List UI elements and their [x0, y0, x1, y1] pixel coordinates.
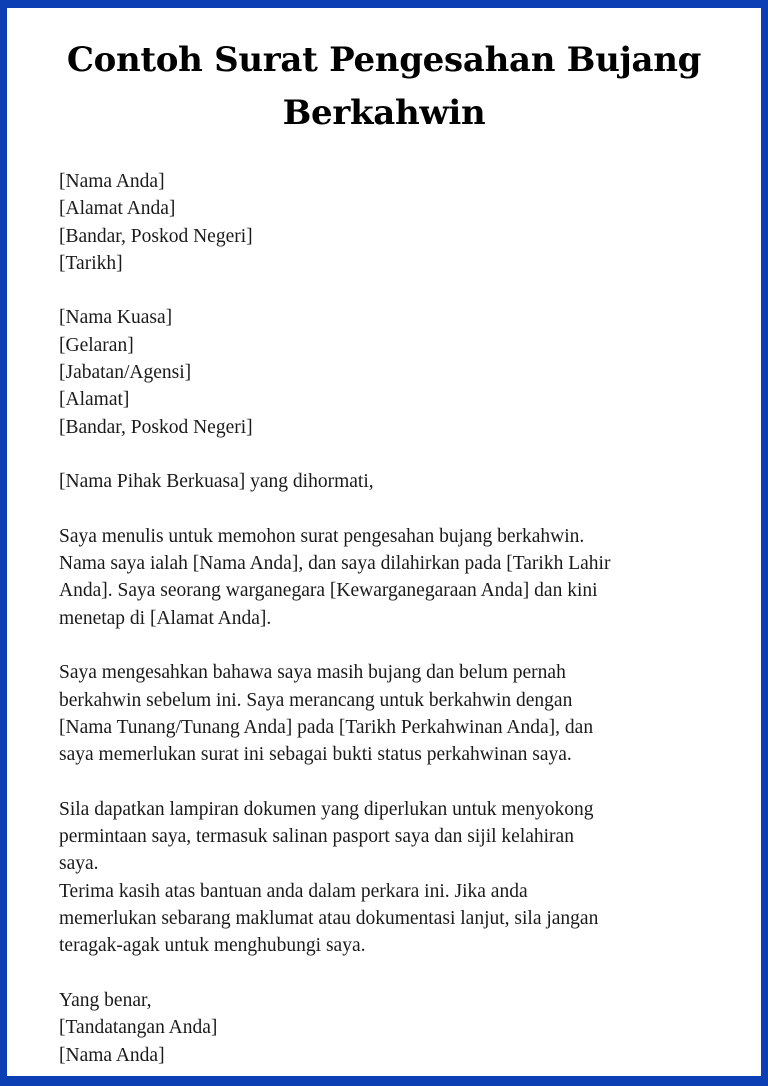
- closing-phrase: Yang benar,: [59, 989, 152, 1011]
- paragraph-thanks: [59, 878, 731, 960]
- salutation-text: [Nama Pihak Berkuasa] yang dihormati,: [59, 471, 374, 493]
- recipient-title: [Gelaran]: [59, 334, 134, 356]
- paragraph-line: Sila dapatkan lampiran dokumen yang diperlukan untuk menyokong: [59, 798, 594, 820]
- paragraph-line: menetap di [Alamat Anda].: [59, 607, 272, 629]
- title-line: Berkahwin: [282, 93, 486, 133]
- paragraph-line: Nama saya ialah [Nama Anda], dan saya dilahirkan pada [Tarikh Lahir: [59, 553, 611, 575]
- paragraph-line: Anda]. Saya seorang warganegara [Kewarganegaraan Anda] dan kini: [59, 580, 598, 602]
- closing-block: [59, 987, 731, 1069]
- paragraph-line: [Nama Tunang/Tunang Anda] pada [Tarikh Perkahwinan Anda], dan: [59, 716, 594, 738]
- recipient-name: [Nama Kuasa]: [59, 307, 173, 329]
- paragraph-request: [59, 523, 731, 632]
- recipient-address: [Alamat]: [59, 389, 130, 411]
- recipient-department: [Jabatan/Agensi]: [59, 362, 192, 384]
- paragraph-line: Terima kasih atas bantuan anda dalam perkara ini. Jika anda: [59, 880, 528, 902]
- paragraph-line: saya.: [59, 853, 99, 875]
- paragraph-attachments: [59, 796, 731, 878]
- paragraph-line: saya memerlukan surat ini sebagai bukti status perkahwinan saya.: [59, 744, 572, 766]
- letter-body: [59, 168, 731, 1069]
- paragraph-line: permintaan saya, termasuk salinan pasport saya dan sijil kelahiran: [59, 826, 574, 848]
- recipient-city: [Bandar, Poskod Negeri]: [59, 416, 253, 438]
- document-title: [7, 34, 761, 140]
- sender-city: [Bandar, Poskod Negeri]: [59, 225, 253, 247]
- sender-address-block: [59, 168, 731, 277]
- letter-date: [Tarikh]: [59, 252, 123, 274]
- signature-placeholder: [Tandatangan Anda]: [59, 1017, 218, 1039]
- paragraph-line: Saya mengesahkan bahawa saya masih bujang dan belum pernah: [59, 662, 566, 684]
- paragraph-line: berkahwin sebelum ini. Saya merancang untuk berkahwin dengan: [59, 689, 573, 711]
- paragraph-line: memerlukan sebarang maklumat atau dokumentasi lanjut, sila jangan: [59, 908, 599, 930]
- recipient-address-block: [59, 304, 731, 440]
- paragraph-line: teragak-agak untuk menghubungi saya.: [59, 935, 366, 957]
- title-line: Contoh Surat Pengesahan Bujang: [66, 40, 702, 80]
- sender-address: [Alamat Anda]: [59, 198, 176, 220]
- salutation: [59, 468, 731, 495]
- paragraph-line: Saya menulis untuk memohon surat pengesahan bujang berkahwin.: [59, 525, 585, 547]
- signer-name: [Nama Anda]: [59, 1044, 165, 1066]
- sender-name: [Nama Anda]: [59, 171, 165, 192]
- paragraph-confirmation: [59, 659, 731, 768]
